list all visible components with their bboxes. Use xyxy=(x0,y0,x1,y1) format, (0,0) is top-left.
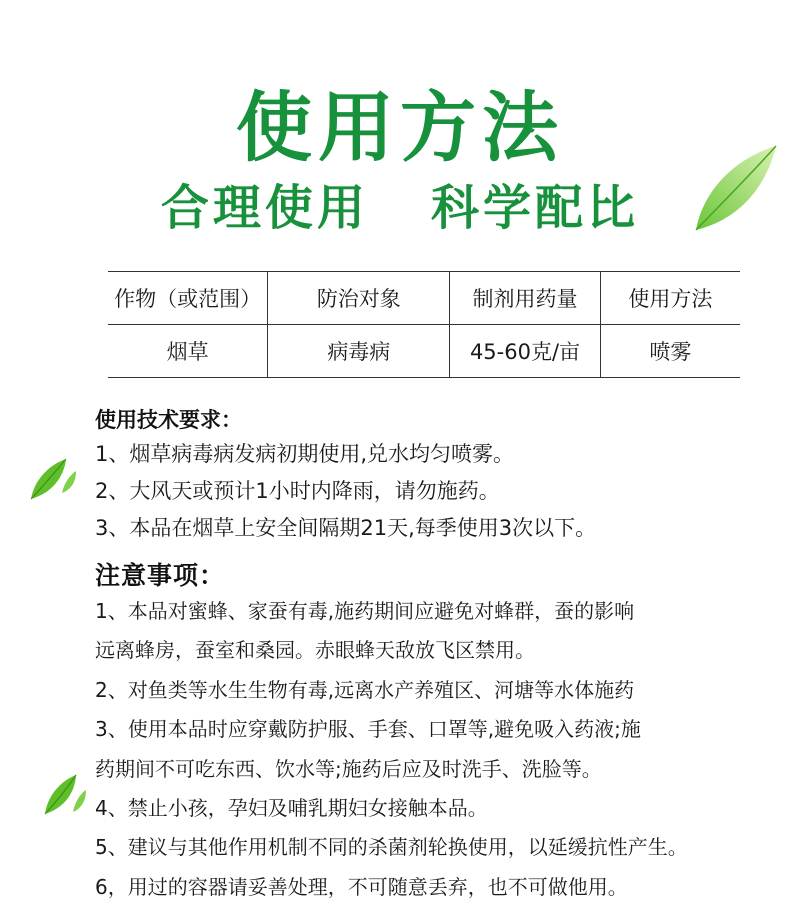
table-header-row xyxy=(108,272,740,325)
usage-table xyxy=(108,271,740,378)
leaf-icon xyxy=(42,772,88,818)
table-cell: 45-60克/亩 xyxy=(450,325,600,378)
table-row xyxy=(108,325,740,378)
list-item: 6，用过的容器请妥善处理，不可随意丢弃，也不可做他用。 xyxy=(95,874,628,899)
list-item: 远离蜂房，蚕室和桑园。赤眼蜂天敌放飞区禁用。 xyxy=(95,638,535,663)
table-header-cell: 防治对象 xyxy=(268,272,450,325)
list-item: 1、烟草病毒病发病初期使用,兑水均匀喷雾。 xyxy=(95,442,515,466)
table-header-cell: 制剂用药量 xyxy=(450,272,600,325)
list-item: 1、本品对蜜蜂、家蚕有毒,施药期间应避免对蜂群，蚕的影响 xyxy=(95,599,635,623)
table-cell: 病毒病 xyxy=(268,325,450,378)
list-item: 2、大风天或预计1小时内降雨，请勿施药。 xyxy=(95,479,500,503)
technical-list xyxy=(95,436,596,547)
leaf-icon xyxy=(28,455,78,503)
notes-list xyxy=(95,592,688,907)
table-header-cell: 作物（或范围） xyxy=(108,272,268,325)
table-cell: 喷雾 xyxy=(600,325,740,378)
list-item: 3、使用本品时应穿戴防护服、手套、口罩等,避免吸入药液;施 xyxy=(95,717,641,742)
page-subtitle: 合理使用 科学配比 xyxy=(160,180,640,236)
list-item: 4、禁止小孩，孕妇及哺乳期妇女接触本品。 xyxy=(95,796,488,821)
table-cell: 烟草 xyxy=(108,325,268,378)
list-item: 药期间不可吃东西、饮水等;施药后应及时洗手、洗脸等。 xyxy=(95,756,602,781)
page-title: 使用方法 xyxy=(236,83,564,172)
list-item: 3、本品在烟草上安全间隔期21天,每季使用3次以下。 xyxy=(95,516,597,540)
list-item: 5、建议与其他作用机制不同的杀菌剂轮换使用，以延缓抗性产生。 xyxy=(95,835,688,860)
leaf-icon xyxy=(690,140,780,235)
notes-heading: 注意事项： xyxy=(95,561,226,590)
list-item: 2、对鱼类等水生生物有毒,远离水产养殖区、河塘等水体施药 xyxy=(95,677,635,702)
table-header-cell: 使用方法 xyxy=(600,272,740,325)
technical-heading: 使用技术要求： xyxy=(95,408,242,432)
